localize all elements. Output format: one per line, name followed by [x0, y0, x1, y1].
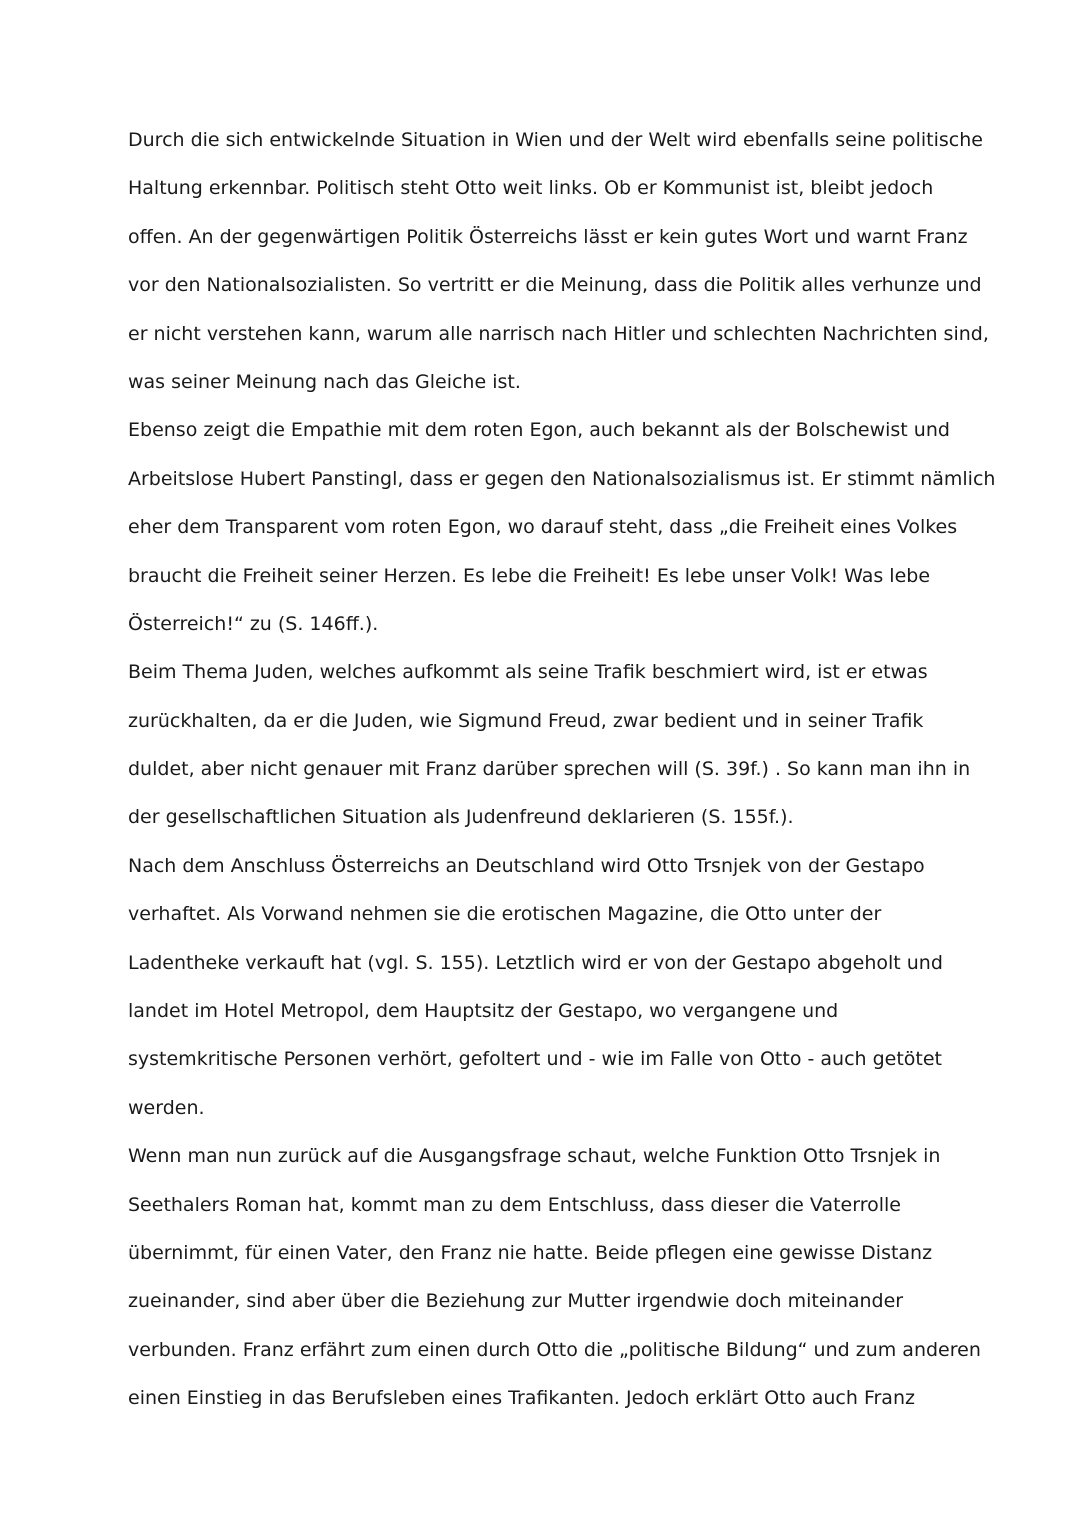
text-line: Beim Thema Juden, welches aufkommt als seine Trafik beschmiert wird, ist er etwas	[128, 661, 928, 684]
text-line: verbunden. Franz erfährt zum einen durch Otto die „politische Bildung“ und zum anderen	[128, 1338, 981, 1361]
text-line: Österreich!“ zu (S. 146ff.).	[128, 612, 379, 635]
text-line: duldet, aber nicht genauer mit Franz darüber sprechen will (S. 39f.) . So kann man ihn in	[128, 758, 971, 781]
text-line: was seiner Meinung nach das Gleiche ist.	[128, 370, 521, 393]
text-line: vor den Nationalsozialisten. So vertritt er die Meinung, dass die Politik alles verhunze und	[128, 274, 982, 297]
text-line: Ladentheke verkauft hat (vgl. S. 155). Letztlich wird er von der Gestapo abgeholt und	[128, 951, 943, 974]
text-line: zueinander, sind aber über die Beziehung zur Mutter irgendwie doch miteinander	[128, 1290, 904, 1313]
body-text	[128, 116, 996, 1423]
text-line: werden.	[128, 1096, 205, 1119]
text-line: Ebenso zeigt die Empathie mit dem roten Egon, auch bekannt als der Bolschewist und	[128, 419, 950, 442]
text-line: landet im Hotel Metropol, dem Hauptsitz der Gestapo, wo vergangene und	[128, 1000, 839, 1023]
text-line: systemkritische Personen verhört, gefoltert und - wie im Falle von Otto - auch getötet	[128, 1048, 943, 1071]
text-line: Arbeitslose Hubert Panstingl, dass er gegen den Nationalsozialismus ist. Er stimmt nämlich	[128, 467, 996, 490]
text-line: Haltung erkennbar. Politisch steht Otto weit links. Ob er Kommunist ist, bleibt jedoch	[128, 177, 934, 200]
text-line: einen Einstieg in das Berufsleben eines Trafikanten. Jedoch erklärt Otto auch Franz	[128, 1387, 915, 1410]
text-line: er nicht verstehen kann, warum alle narrisch nach Hitler und schlechten Nachrichten sind,	[128, 322, 989, 345]
text-line: Seethalers Roman hat, kommt man zu dem Entschluss, dass dieser die Vaterrolle	[128, 1193, 901, 1216]
text-line: verhaftet. Als Vorwand nehmen sie die erotischen Magazine, die Otto unter der	[128, 903, 882, 926]
text-line: braucht die Freiheit seiner Herzen. Es lebe die Freiheit! Es lebe unser Volk! Was lebe	[128, 564, 931, 587]
text-line: offen. An der gegenwärtigen Politik Österreichs lässt er kein gutes Wort und warnt Franz	[128, 225, 968, 248]
text-line: Wenn man nun zurück auf die Ausgangsfrage schaut, welche Funktion Otto Trsnjek in	[128, 1145, 941, 1168]
text-line: eher dem Transparent vom roten Egon, wo darauf steht, dass „die Freiheit eines Volkes	[128, 516, 958, 539]
text-line: zurückhalten, da er die Juden, wie Sigmund Freud, zwar bedient und in seiner Trafik	[128, 709, 924, 732]
text-line: Durch die sich entwickelnde Situation in Wien und der Welt wird ebenfalls seine politische	[128, 129, 983, 151]
text-line: der gesellschaftlichen Situation als Judenfreund deklarieren (S. 155f.).	[128, 806, 794, 829]
text-line: übernimmt, für einen Vater, den Franz nie hatte. Beide pflegen eine gewisse Distanz	[128, 1241, 933, 1264]
text-line: Nach dem Anschluss Österreichs an Deutschland wird Otto Trsnjek von der Gestapo	[128, 854, 925, 877]
